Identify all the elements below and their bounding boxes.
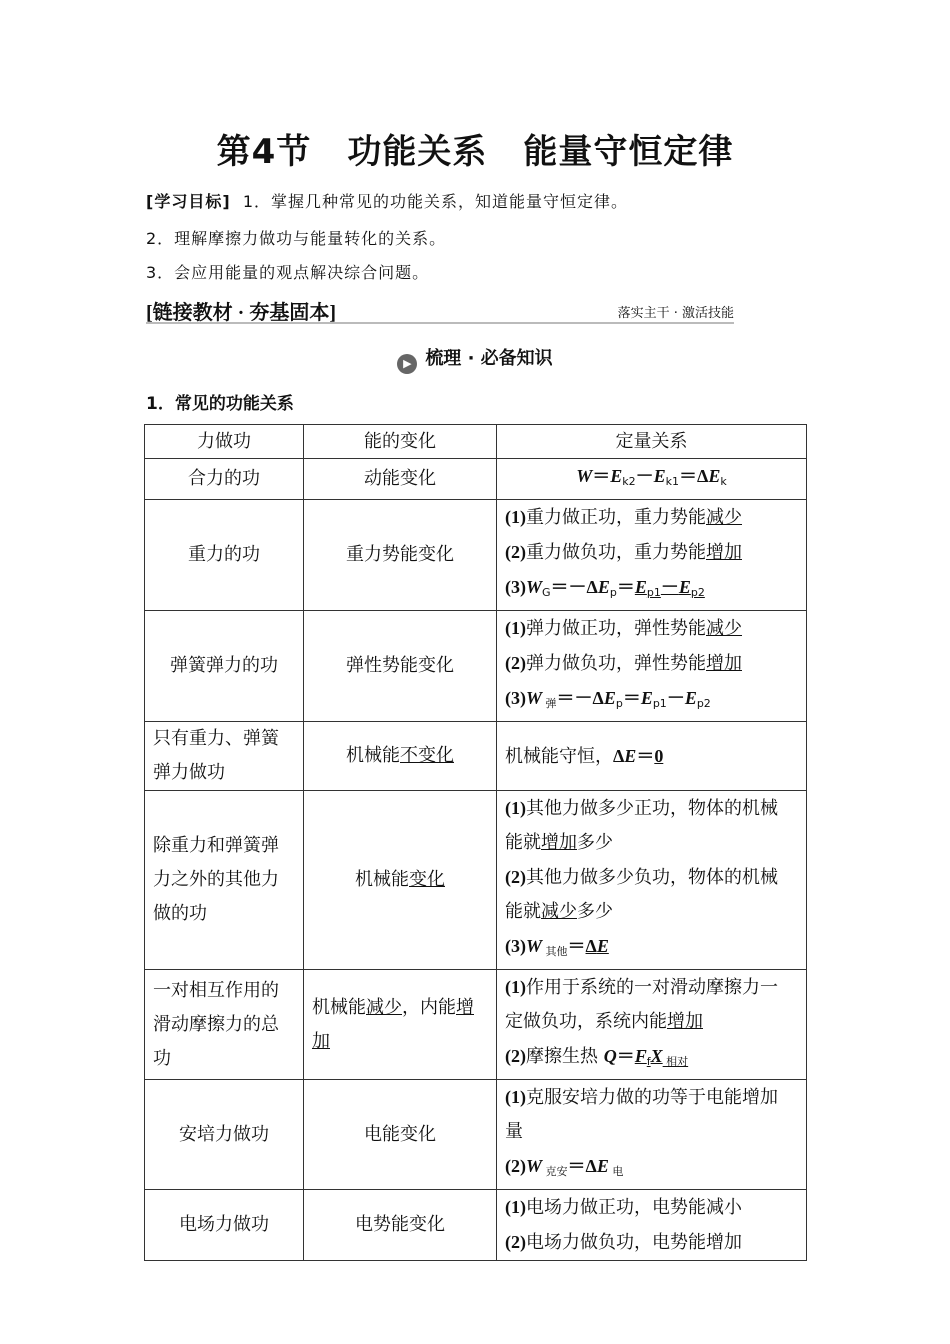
cell-line (153, 462, 295, 496)
cell-text: (1) (505, 977, 526, 997)
work-energy-table (144, 424, 807, 1261)
cell-text: 重力做负功，重力势能 (526, 542, 706, 563)
cell-text: (1) (505, 507, 526, 527)
math-variable: Q (603, 1046, 617, 1066)
cell-line (153, 1118, 295, 1152)
energy-change-cell (304, 611, 497, 722)
table-row (145, 459, 807, 500)
cell-text: ＝ (567, 936, 586, 956)
cell-line (505, 929, 798, 969)
math-variable: W (526, 577, 543, 597)
cell-line (312, 739, 488, 773)
math-variable: W (576, 466, 593, 486)
cell-text: 增加 (706, 653, 742, 674)
energy-change-cell (304, 500, 497, 611)
cell-text: 减少 (706, 507, 742, 528)
cell-text: 摩擦生热 (526, 1046, 604, 1067)
cell-text: ＝ (622, 688, 641, 708)
math-variable: W (526, 936, 543, 956)
math-variable: E (624, 745, 637, 766)
math-variable: E (708, 466, 721, 486)
cell-text: 电能变化 (364, 1123, 436, 1145)
cell-text: 不变化 (400, 745, 454, 766)
objective-2: 2．理解摩擦力做功与能量转化的关系。 (146, 229, 447, 248)
cell-text: ，内能 (402, 996, 456, 1018)
cell-line (312, 538, 488, 572)
cell-text: 弹力做负功，弹性势能 (526, 653, 706, 674)
relation-cell (497, 970, 807, 1080)
math-variable: E (640, 688, 653, 708)
cell-text: 功 (153, 1047, 171, 1069)
cell-line (312, 1208, 488, 1242)
table-row (145, 611, 807, 722)
math-subscript: p2 (690, 586, 705, 599)
cell-text: (2) (505, 1156, 526, 1176)
cell-text: 机械能守恒， (505, 745, 613, 767)
math-variable: F (634, 1046, 647, 1066)
relation-cell (497, 791, 807, 970)
cell-text: 能就 (505, 832, 541, 853)
cell-text: 动能变化 (364, 468, 436, 489)
energy-change-cell (304, 459, 497, 500)
cell-text: ＝－Δ (556, 688, 604, 708)
table-heading: 1．常见的功能关系 (146, 394, 294, 414)
math-variable: E (684, 688, 697, 708)
cell-line (153, 756, 295, 790)
play-circle-icon: ▶ (397, 354, 417, 374)
cell-line (153, 863, 295, 897)
math-subscript: 弹 (542, 697, 557, 710)
subsection-header (0, 344, 950, 374)
force-cell (145, 459, 304, 500)
force-cell (145, 611, 304, 722)
cell-line (505, 895, 798, 929)
cell-text: (1) (505, 1197, 526, 1217)
math-variable: E (653, 466, 666, 486)
header-force-work: 力做功 (145, 425, 304, 459)
cell-line (153, 538, 295, 572)
cell-line (505, 681, 798, 721)
cell-text: 合力的功 (188, 468, 260, 489)
cell-text: 多少 (577, 832, 613, 853)
cell-line (153, 829, 295, 863)
cell-text: (3) (505, 936, 526, 956)
cell-line (312, 1118, 488, 1152)
table-row (145, 970, 807, 1080)
energy-change-cell (304, 1080, 497, 1190)
header-quantitative-relation: 定量关系 (497, 425, 807, 459)
cell-text: 克服安培力做的功等于电能增加 (526, 1087, 778, 1108)
energy-change-cell (304, 722, 497, 791)
cell-text: － (635, 466, 654, 486)
table-row (145, 791, 807, 970)
cell-line (312, 991, 488, 1025)
relation-cell (497, 500, 807, 611)
cell-line (505, 459, 798, 499)
cell-line (312, 863, 488, 897)
cell-line (505, 1039, 798, 1079)
cell-line (505, 1115, 798, 1149)
table-row (145, 1080, 807, 1190)
section-title: [链接教材 · 夯基固本] (146, 302, 336, 324)
relation-cell (497, 1190, 807, 1261)
objective-1 (146, 189, 628, 212)
cell-line (505, 826, 798, 860)
cell-line (505, 860, 798, 895)
cell-text: (3) (505, 577, 526, 597)
header-energy-change: 能的变化 (304, 425, 497, 459)
cell-text: ＝ (616, 577, 635, 597)
relation-cell (497, 459, 807, 500)
cell-text: 机械能 (312, 996, 366, 1018)
cell-line (153, 722, 295, 756)
math-variable: E (596, 1156, 609, 1176)
cell-text: － (660, 577, 679, 597)
math-variable: E (603, 688, 616, 708)
math-variable: E (610, 466, 623, 486)
cell-text: 作用于系统的一对滑动摩擦力一 (526, 977, 778, 998)
cell-line (153, 1208, 295, 1242)
cell-text: 滑动摩擦力的总 (153, 1013, 279, 1035)
math-subscript: p1 (652, 697, 667, 710)
cell-line (153, 1008, 295, 1042)
math-subscript: 相对 (662, 1055, 689, 1068)
cell-line (505, 970, 798, 1005)
cell-line (153, 649, 295, 683)
math-variable: W (526, 1156, 543, 1176)
math-subscript: p2 (696, 697, 711, 710)
cell-text: 只有重力、弹簧 (153, 728, 279, 749)
force-cell (145, 500, 304, 611)
cell-text: Δ (613, 745, 625, 766)
math-subscript: 克安 (542, 1165, 568, 1178)
cell-text: 减少 (706, 618, 742, 639)
cell-line (312, 1025, 488, 1059)
math-subscript: f (646, 1055, 651, 1068)
cell-text: 减少 (541, 901, 577, 922)
cell-text: 机械能 (346, 745, 400, 766)
math-subscript: G (542, 586, 551, 599)
math-variable: X (650, 1046, 663, 1066)
cell-text: 除重力和弹簧弹 (153, 835, 279, 856)
cell-text: 重力做正功，重力势能 (526, 507, 706, 528)
cell-text: 重力的功 (188, 544, 260, 565)
cell-text: 弹力做功 (153, 762, 225, 783)
math-subscript: k1 (665, 475, 680, 488)
cell-text: (2) (505, 1232, 526, 1252)
title-sub: 能量守恒定律 (523, 132, 734, 172)
cell-text: 力之外的其他力 (153, 869, 279, 890)
energy-change-cell (304, 1190, 497, 1261)
cell-text: － (666, 688, 685, 708)
math-variable: E (634, 577, 647, 597)
cell-text: 减少 (366, 996, 402, 1018)
math-subscript: p (615, 697, 623, 710)
cell-text: ＝－Δ (550, 577, 598, 597)
cell-text: 电场力做功 (179, 1214, 269, 1235)
cell-text: ＝Δ (567, 1156, 597, 1176)
force-cell (145, 1080, 304, 1190)
cell-text: 变化 (409, 869, 445, 890)
force-cell (145, 791, 304, 970)
table-row (145, 500, 807, 611)
cell-line (153, 897, 295, 931)
cell-text: 加 (312, 1030, 330, 1052)
cell-text: Δ (585, 936, 597, 956)
cell-text: 弹性势能变化 (346, 655, 454, 676)
relation-cell (497, 722, 807, 791)
math-variable: E (678, 577, 691, 597)
force-cell (145, 722, 304, 791)
cell-text: (1) (505, 618, 526, 638)
cell-text: (2) (505, 653, 526, 673)
force-cell (145, 970, 304, 1080)
cell-text: (1) (505, 798, 526, 818)
cell-line (505, 739, 798, 774)
cell-line (153, 1042, 295, 1076)
energy-change-cell (304, 791, 497, 970)
cell-line (312, 462, 488, 496)
cell-text: 弹力做正功，弹性势能 (526, 618, 706, 639)
cell-text: 增 (456, 996, 474, 1018)
math-subscript: k (720, 475, 727, 488)
objective-3: 3．会应用能量的观点解决综合问题。 (146, 263, 430, 282)
cell-text: 弹簧弹力的功 (170, 655, 278, 676)
cell-text: 增加 (706, 542, 742, 563)
cell-text: 多少 (577, 901, 613, 922)
cell-text: (1) (505, 1087, 526, 1107)
objective-text: 1．掌握几种常见的功能关系，知道能量守恒定律。 (242, 192, 628, 211)
cell-line (153, 974, 295, 1008)
cell-text: 做的功 (153, 903, 207, 924)
section-header (146, 296, 734, 324)
section-tagline: 落实主干 · 激活技能 (617, 306, 734, 321)
cell-text: 电势能变化 (355, 1214, 445, 1235)
page-title (0, 124, 950, 173)
cell-line (505, 1080, 798, 1115)
title-main: 功能关系 (347, 132, 488, 172)
math-variable: W (526, 688, 543, 708)
cell-text: 定做负功，系统内能 (505, 1011, 667, 1032)
cell-line (505, 611, 798, 646)
energy-change-cell (304, 970, 497, 1080)
math-subscript: 其他 (542, 945, 568, 958)
title-section-number: 第4节 (216, 132, 312, 172)
cell-text: (2) (505, 542, 526, 562)
cell-text: (3) (505, 688, 526, 708)
cell-text: ＝ (616, 1046, 635, 1066)
cell-line (312, 649, 488, 683)
relation-cell (497, 611, 807, 722)
cell-line (505, 791, 798, 826)
cell-text: 能就 (505, 901, 541, 922)
cell-text: 重力势能变化 (346, 544, 454, 565)
cell-text: (2) (505, 867, 526, 887)
cell-text: 增加 (667, 1011, 703, 1032)
cell-text: 其他力做多少负功，物体的机械 (526, 867, 778, 888)
math-subscript: 电 (608, 1165, 624, 1178)
math-subscript: p1 (646, 586, 661, 599)
cell-text: 电场力做正功，电势能减小 (526, 1197, 742, 1218)
cell-text: (2) (505, 1046, 526, 1066)
cell-text: 一对相互作用的 (153, 979, 279, 1001)
cell-text: 电场力做负功，电势能增加 (526, 1232, 742, 1253)
cell-text: 其他力做多少正功，物体的机械 (526, 798, 778, 819)
cell-text: ＝ (636, 745, 655, 766)
cell-text: 安培力做功 (179, 1123, 269, 1145)
math-subscript: p (609, 586, 617, 599)
cell-line (505, 535, 798, 570)
cell-text: 0 (654, 745, 664, 766)
cell-line (505, 1149, 798, 1189)
subsection-title: 梳理 · 必备知识 (425, 348, 553, 369)
cell-text: 机械能 (355, 869, 409, 890)
cell-line (505, 570, 798, 610)
cell-line (505, 1190, 798, 1225)
table-row (145, 1190, 807, 1261)
cell-text: ＝ (592, 466, 611, 486)
cell-text: 量 (505, 1121, 523, 1142)
cell-line (505, 1225, 798, 1260)
cell-line (505, 646, 798, 681)
math-variable: E (597, 577, 610, 597)
cell-line (505, 500, 798, 535)
relation-cell (497, 1080, 807, 1190)
math-subscript: k2 (622, 475, 636, 488)
table-row (145, 722, 807, 791)
math-variable: E (596, 936, 609, 956)
cell-text: ＝Δ (679, 466, 709, 486)
cell-line (505, 1005, 798, 1039)
objectives-label: [学习目标] (146, 192, 231, 211)
force-cell (145, 1190, 304, 1261)
cell-text: 增加 (541, 832, 577, 853)
table-header-row (145, 425, 807, 459)
